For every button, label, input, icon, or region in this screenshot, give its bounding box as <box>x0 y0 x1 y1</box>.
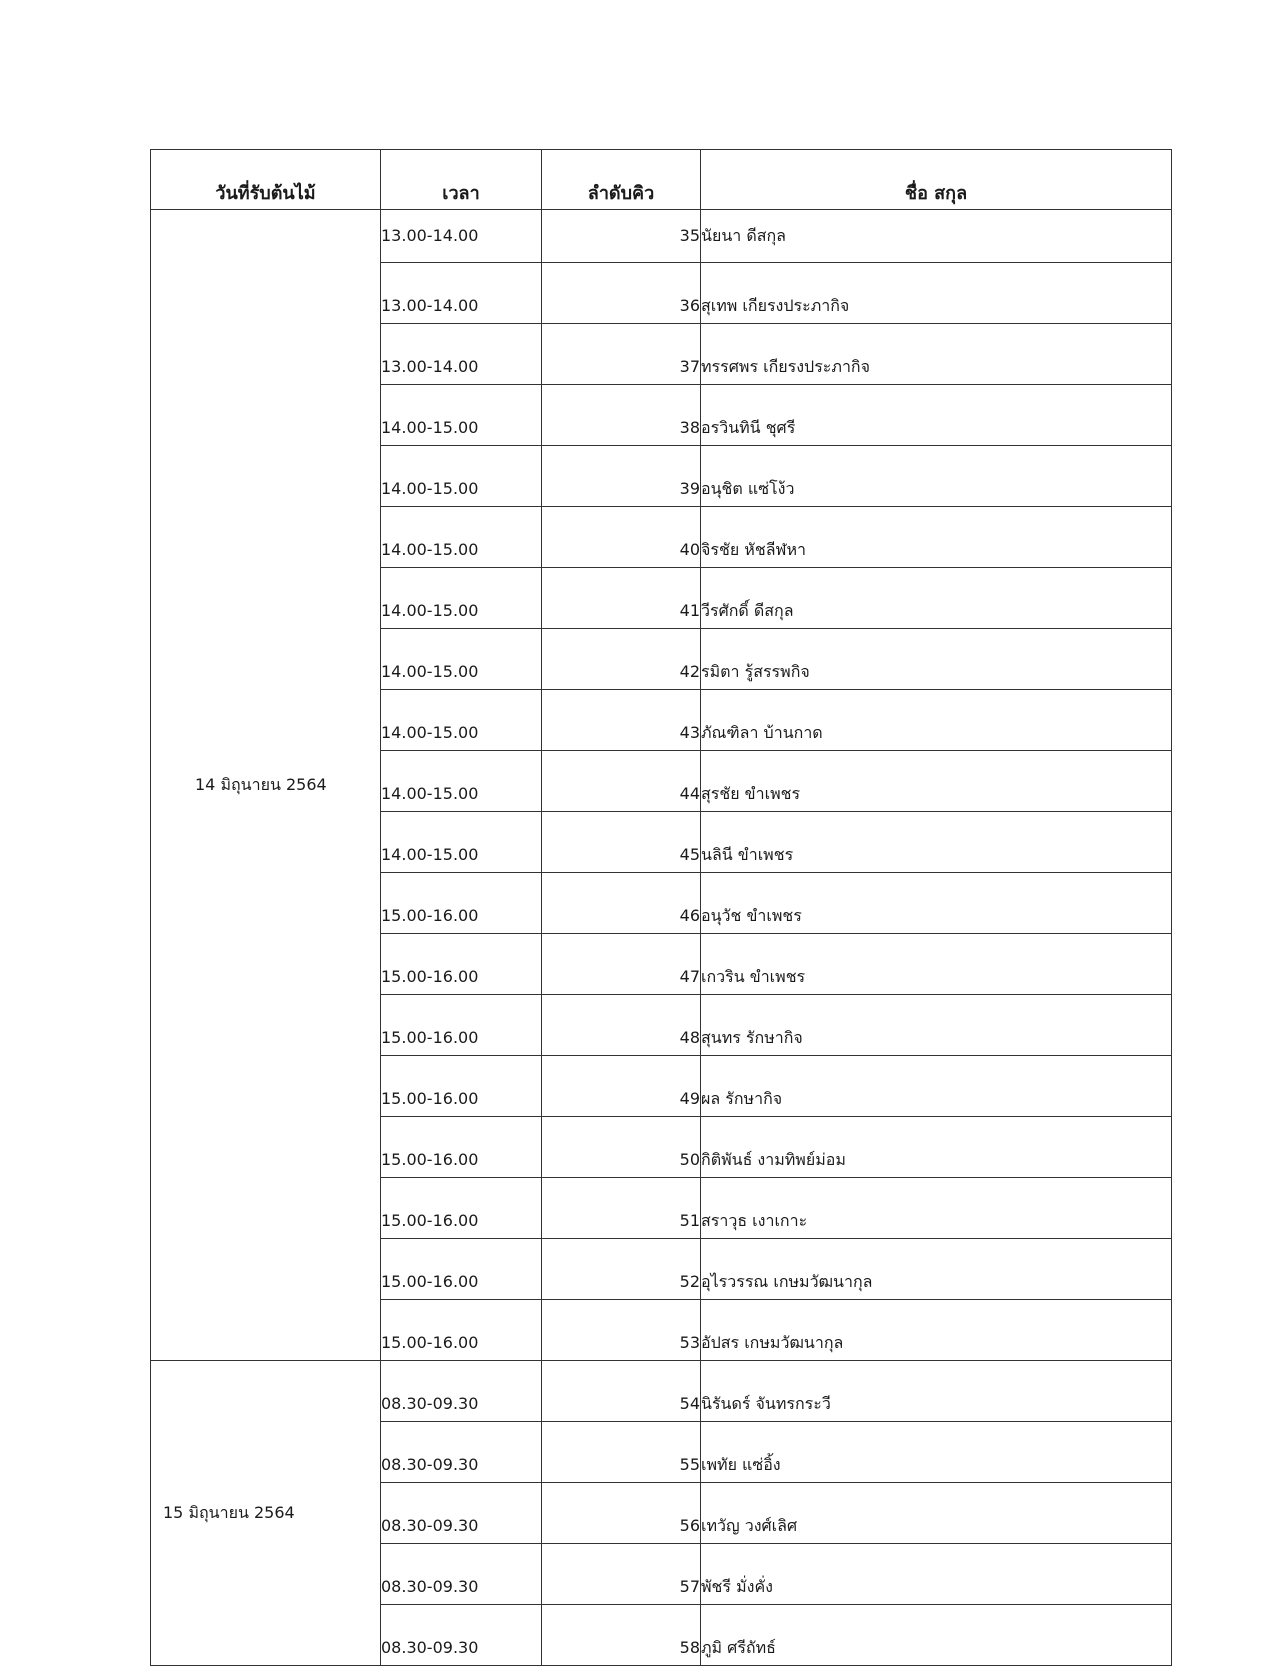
queue-number-cell: 48 <box>542 995 701 1056</box>
full-name-cell: รมิตา รู้สรรพกิจ <box>701 629 1172 690</box>
full-name-cell: ทรรศพร เกียรงประภากิจ <box>701 324 1172 385</box>
time-cell: 15.00-16.00 <box>381 934 542 995</box>
time-cell: 15.00-16.00 <box>381 1117 542 1178</box>
table-body <box>151 210 1172 1666</box>
time-cell: 13.00-14.00 <box>381 263 542 324</box>
queue-number-cell: 56 <box>542 1483 701 1544</box>
full-name-cell: สุเทพ เกียรงประภากิจ <box>701 263 1172 324</box>
full-name-cell: เทวัญ วงศ์เลิศ <box>701 1483 1172 1544</box>
full-name-cell: เกวริน ขำเพชร <box>701 934 1172 995</box>
time-cell: 08.30-09.30 <box>381 1483 542 1544</box>
time-cell: 15.00-16.00 <box>381 1239 542 1300</box>
time-cell: 15.00-16.00 <box>381 1178 542 1239</box>
time-cell: 14.00-15.00 <box>381 751 542 812</box>
queue-number-cell: 58 <box>542 1605 701 1666</box>
time-cell: 14.00-15.00 <box>381 812 542 873</box>
header-date: วันที่รับต้นไม้ <box>151 150 381 210</box>
queue-number-cell: 53 <box>542 1300 701 1361</box>
queue-number-cell: 38 <box>542 385 701 446</box>
time-cell: 15.00-16.00 <box>381 1056 542 1117</box>
full-name-cell: เพทัย แซ่อิ้ง <box>701 1422 1172 1483</box>
header-queue-number: ลำดับคิว <box>542 150 701 210</box>
header-time: เวลา <box>381 150 542 210</box>
full-name-cell: อนุวัช ขำเพชร <box>701 873 1172 934</box>
time-cell: 15.00-16.00 <box>381 995 542 1056</box>
full-name-cell: สุรชัย ขำเพชร <box>701 751 1172 812</box>
queue-number-cell: 35 <box>542 210 701 263</box>
queue-number-cell: 45 <box>542 812 701 873</box>
full-name-cell: นิรันดร์ จันทรกระวี <box>701 1361 1172 1422</box>
time-cell: 14.00-15.00 <box>381 507 542 568</box>
time-cell: 14.00-15.00 <box>381 568 542 629</box>
date-cell: 15 มิถุนายน 2564 <box>151 1361 381 1666</box>
queue-number-cell: 54 <box>542 1361 701 1422</box>
full-name-cell: อัปสร เกษมวัฒนากุล <box>701 1300 1172 1361</box>
queue-number-cell: 43 <box>542 690 701 751</box>
queue-number-cell: 47 <box>542 934 701 995</box>
table-row <box>151 1361 1172 1422</box>
time-cell: 13.00-14.00 <box>381 210 542 263</box>
full-name-cell: นลินี ขำเพชร <box>701 812 1172 873</box>
date-cell: 14 มิถุนายน 2564 <box>151 210 381 1361</box>
full-name-cell: จิรชัย หัชลีฬหา <box>701 507 1172 568</box>
time-cell: 13.00-14.00 <box>381 324 542 385</box>
time-cell: 15.00-16.00 <box>381 873 542 934</box>
time-cell: 08.30-09.30 <box>381 1422 542 1483</box>
full-name-cell: ผล รักษากิจ <box>701 1056 1172 1117</box>
full-name-cell: กิติพันธ์ งามทิพย์ม่อม <box>701 1117 1172 1178</box>
full-name-cell: อรวินทินี ชุศรี <box>701 385 1172 446</box>
queue-number-cell: 51 <box>542 1178 701 1239</box>
time-cell: 14.00-15.00 <box>381 629 542 690</box>
queue-number-cell: 41 <box>542 568 701 629</box>
full-name-cell: พัชรี มั่งคั่ง <box>701 1544 1172 1605</box>
time-cell: 08.30-09.30 <box>381 1544 542 1605</box>
queue-number-cell: 37 <box>542 324 701 385</box>
queue-number-cell: 42 <box>542 629 701 690</box>
full-name-cell: ภัณฑิลา บ้านกาด <box>701 690 1172 751</box>
queue-number-cell: 49 <box>542 1056 701 1117</box>
time-cell: 15.00-16.00 <box>381 1300 542 1361</box>
tree-pickup-queue-table <box>150 149 1172 1666</box>
time-cell: 14.00-15.00 <box>381 446 542 507</box>
full-name-cell: นัยนา ดีสกุล <box>701 210 1172 263</box>
queue-number-cell: 50 <box>542 1117 701 1178</box>
full-name-cell: อนุชิต แซ่โง้ว <box>701 446 1172 507</box>
queue-number-cell: 40 <box>542 507 701 568</box>
full-name-cell: สุนทร รักษากิจ <box>701 995 1172 1056</box>
time-cell: 14.00-15.00 <box>381 385 542 446</box>
full-name-cell: สราวุธ เงาเกาะ <box>701 1178 1172 1239</box>
queue-number-cell: 44 <box>542 751 701 812</box>
full-name-cell: ภูมิ ศรีถัทธ์ <box>701 1605 1172 1666</box>
table-row <box>151 210 1172 263</box>
queue-number-cell: 57 <box>542 1544 701 1605</box>
queue-number-cell: 46 <box>542 873 701 934</box>
full-name-cell: วีรศักดิ์ ดีสกุล <box>701 568 1172 629</box>
table-header-row <box>151 150 1172 210</box>
time-cell: 08.30-09.30 <box>381 1361 542 1422</box>
queue-number-cell: 55 <box>542 1422 701 1483</box>
full-name-cell: อุไรวรรณ เกษมวัฒนากุล <box>701 1239 1172 1300</box>
queue-number-cell: 36 <box>542 263 701 324</box>
header-full-name: ชื่อ สกุล <box>701 150 1172 210</box>
queue-number-cell: 39 <box>542 446 701 507</box>
time-cell: 08.30-09.30 <box>381 1605 542 1666</box>
time-cell: 14.00-15.00 <box>381 690 542 751</box>
queue-number-cell: 52 <box>542 1239 701 1300</box>
